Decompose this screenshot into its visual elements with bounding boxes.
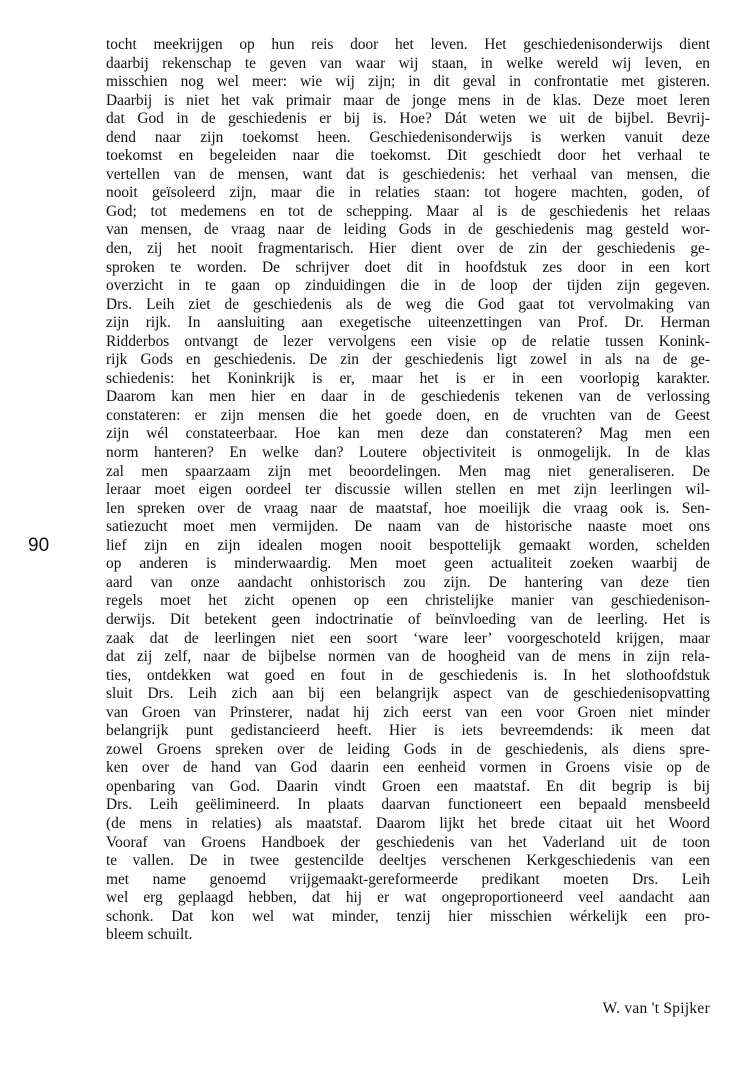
- text-line: met name genoemd vrijgemaakt-gereformeerde predikant moeten Drs. Leih: [106, 870, 710, 888]
- text-line: daarbij rekenschap te geven van waar wij staan, in welke wereld wij leven, en: [106, 54, 710, 72]
- text-line: ken over de hand van God daarin een eenheid vormen in Groens visie op de: [106, 759, 710, 777]
- page-number: 90: [28, 535, 50, 556]
- text-line: wel erg geplaagd hebben, dat hij er wat ongeproportioneerd veel aandacht aan: [106, 889, 710, 907]
- text-line: Drs. Leih geëlimineerd. In plaats daarvan functioneert een bepaald mensbeeld: [106, 796, 710, 814]
- text-line: aard van onze aandacht onhistorisch zou zijn. De hantering van deze tien: [106, 573, 710, 591]
- body-text: [106, 36, 710, 945]
- text-line: dend naar zijn toekomst heen. Geschiedenisonderwijs is werken vanuit deze: [106, 128, 710, 146]
- text-line: sluit Drs. Leih zich aan bij een belangrijk aspect van de geschiedenisopvatting: [106, 685, 710, 703]
- text-line: zaak dat de leerlingen niet een soort ‘ware leer’ voorgeschoteld krijgen, maar: [106, 629, 710, 647]
- text-line: Daarbij is niet het vak primair maar de jonge mens in de klas. Deze moet leren: [106, 91, 710, 109]
- text-line: zijn wél constateerbaar. Hoe kan men deze dan constateren? Mag men een: [106, 425, 710, 443]
- text-line: Vooraf van Groens Handboek der geschiedenis van het Vaderland uit de toon: [106, 833, 710, 851]
- text-line: len spreken over de vraag naar de maatstaf, hoe moeilijk die vraag ook is. Sen-: [106, 499, 710, 517]
- text-line: sproken te worden. De schrijver doet dit in hoofdstuk zes door in een kort: [106, 258, 710, 276]
- text-line: leraar moet eigen oordeel ter discussie willen stellen en met zijn leerlingen wil-: [106, 481, 710, 499]
- text-line: den, zij het nooit fragmentarisch. Hier dient over de zin der geschiedenis ge-: [106, 240, 710, 258]
- text-line: satiezucht moet men vermijden. De naam van de historische naaste moet ons: [106, 518, 710, 536]
- text-line: God; tot medemens en tot de schepping. Maar al is de geschiedenis het relaas: [106, 202, 710, 220]
- text-line: schonk. Dat kon wel wat minder, tenzij hier misschien wérkelijk een pro-: [106, 907, 710, 925]
- text-line: toekomst en begeleiden naar die toekomst. Dit geschiedt door het verhaal te: [106, 147, 710, 165]
- text-line: overzicht in te gaan op zinduidingen die in de loop der tijden zijn gegeven.: [106, 277, 710, 295]
- text-line: te vallen. De in twee gestencilde deeltjes verschenen Kerkgeschiedenis van een: [106, 852, 710, 870]
- text-line: dat God in de geschiedenis er bij is. Hoe? Dát weten we uit de bijbel. Bevrij-: [106, 110, 710, 128]
- text-line: schiedenis: het Koninkrijk is er, maar het is er in een voorlopig karakter.: [106, 369, 710, 387]
- text-line: Ridderbos ontvangt de lezer vervolgens een visie op de relatie tussen Konink-: [106, 332, 710, 350]
- text-line: belangrijk punt gedistancieerd heeft. Hier is iets bevreemdends: ik meen dat: [106, 722, 710, 740]
- text-line: constateren: er zijn mensen die het goede doen, en de vruchten van de Geest: [106, 406, 710, 424]
- text-line: misschien nog wel meer: wie wij zijn; in dit geval in confrontatie met gisteren.: [106, 73, 710, 91]
- text-line: zowel Groens spreken over de leiding Gods in de geschiedenis, als diens spre-: [106, 740, 710, 758]
- text-line: rijk Gods en geschiedenis. De zin der geschiedenis ligt zowel in als na de ge-: [106, 351, 710, 369]
- text-line: dat zij zelf, naar de bijbelse normen van de hoogheid van de mens in zijn rela-: [106, 648, 710, 666]
- text-line: zal men spaarzaam zijn met beoordelingen. Men mag niet generaliseren. De: [106, 462, 710, 480]
- text-line: ties, ontdekken wat goed en fout in de geschiedenis is. In het slothoofdstuk: [106, 666, 710, 684]
- text-line: tocht meekrijgen op hun reis door het leven. Het geschiedenisonderwijs dient: [106, 36, 710, 53]
- text-line: norm hanteren? En welke dan? Loutere objectiviteit is onmogelijk. In de klas: [106, 444, 710, 462]
- text-line: zijn rijk. In aansluiting aan exegetische uiteenzettingen van Prof. Dr. Herman: [106, 314, 710, 332]
- text-line: regels moet het zicht openen op een christelijke manier van geschiedenison-: [106, 592, 710, 610]
- text-line: Drs. Leih ziet de geschiedenis als de weg die God gaat tot vervolmaking van: [106, 295, 710, 313]
- text-line: van Groen van Prinsterer, nadat hij zich eerst van een voor Groen niet minder: [106, 703, 710, 721]
- text-line: vertellen van de mensen, want dat is geschiedenis: het verhaal van mensen, die: [106, 165, 710, 183]
- text-line: op anderen is minderwaardig. Men moet geen actualiteit zoeken waarbij de: [106, 555, 710, 573]
- text-line: (de mens in relaties) als maatstaf. Daarom lijkt het brede citaat uit het Woord: [106, 814, 710, 832]
- text-line: nooit geïsoleerd zijn, maar die in relaties staan: tot hogere machten, goden, of: [106, 184, 710, 202]
- text-line: lief zijn en zijn idealen mogen nooit bespottelijk gemaakt worden, schelden: [106, 536, 710, 554]
- author-signature: W. van 't Spijker: [602, 1000, 710, 1017]
- text-line: derwijs. Dit betekent geen indoctrinatie of beïnvloeding van de leerling. Het is: [106, 610, 710, 628]
- text-line: bleem schuilt.: [106, 926, 193, 944]
- text-line: openbaring van God. Daarin vindt Groen een maatstaf. En dit begrip is bij: [106, 777, 710, 795]
- text-line: van mensen, de vraag naar de leiding Gods in de geschiedenis mag gesteld wor-: [106, 221, 710, 239]
- text-line: Daarom kan men hier en daar in de geschiedenis tekenen van de verlossing: [106, 388, 710, 406]
